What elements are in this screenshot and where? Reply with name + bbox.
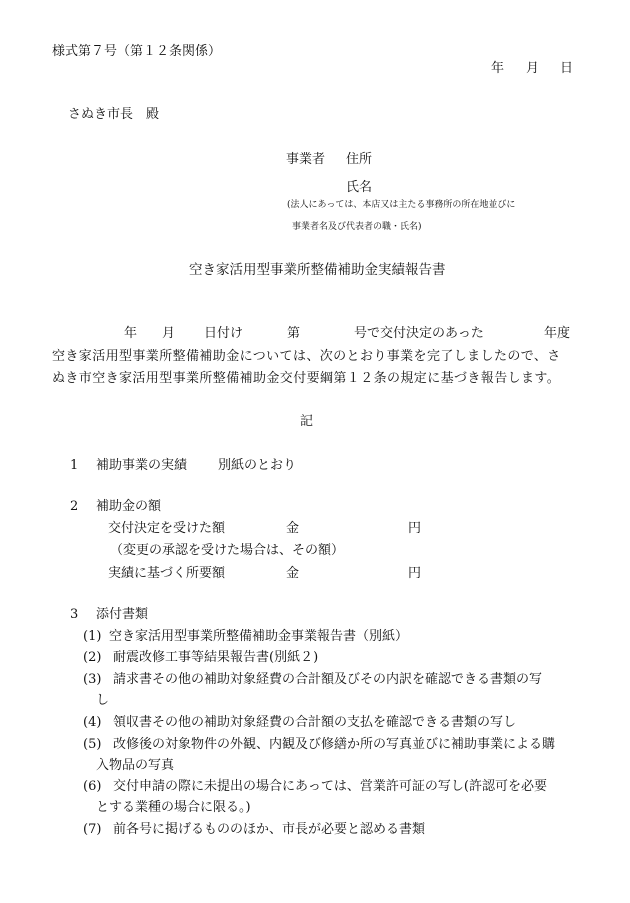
form-number: 様式第７号（第１２条関係） bbox=[52, 44, 222, 59]
date-day: 日 bbox=[560, 61, 574, 76]
intro-month: 月 bbox=[162, 326, 176, 341]
section2-row1-label: 交付決定を受けた額 bbox=[108, 521, 226, 536]
section2-note: （変更の承認を受けた場合は、その額） bbox=[110, 543, 345, 558]
section2-row1-yen: 円 bbox=[408, 521, 422, 536]
attachment-item-5-text-cont: 入物品の写真 bbox=[96, 758, 175, 773]
intro-line3: ぬき市空き家活用型事業所整備補助金交付要綱第１２条の規定に基づき報告します。 bbox=[52, 371, 561, 386]
attachment-item-3-text-cont: し bbox=[96, 693, 110, 708]
section2-number: 2 bbox=[70, 499, 79, 514]
applicant-label: 事業者 bbox=[286, 152, 326, 167]
attachment-item-7-text: 前各号に掲げるもののほか、市長が必要と認める書類 bbox=[113, 822, 426, 837]
intro-fiscal-year: 年度 bbox=[544, 326, 571, 341]
intro-issued: 号で交付決定のあった bbox=[354, 326, 484, 341]
attachment-item-2-num: (2) bbox=[83, 650, 102, 665]
intro-year: 年 bbox=[124, 326, 138, 341]
ki-heading: 記 bbox=[300, 414, 314, 429]
section1-number: 1 bbox=[70, 458, 79, 473]
address-label: 住所 bbox=[346, 152, 373, 167]
attachment-item-6-num: (6) bbox=[83, 779, 102, 794]
attachment-item-6-text-cont: とする業種の場合に限る。) bbox=[96, 800, 251, 815]
attachment-item-3-text: 請求書その他の補助対象経費の合計額及びその内訳を確認できる書類の写 bbox=[113, 672, 543, 687]
intro-line2: 空き家活用型事業所整備補助金については、次のとおり事業を完了しましたので、さ bbox=[52, 349, 561, 364]
section2-row1-kin: 金 bbox=[286, 521, 300, 536]
section2-row2-kin: 金 bbox=[286, 566, 300, 581]
intro-dai: 第 bbox=[287, 326, 301, 341]
addressee: さぬき市長 殿 bbox=[68, 107, 160, 122]
attachment-item-5-text: 改修後の対象物件の外観、内観及び修繕か所の写真並びに補助事業による購 bbox=[113, 737, 556, 752]
applicant-note-line1: (法人にあっては、本店又は主たる事務所の所在地並びに bbox=[287, 200, 516, 210]
attachment-item-2-text: 耐震改修工事等結果報告書(別紙２) bbox=[113, 650, 319, 665]
section2-row2-yen: 円 bbox=[408, 566, 422, 581]
attachment-item-6-text: 交付申請の際に未提出の場合にあっては、営業許可証の写し(許認可を必要 bbox=[113, 779, 547, 794]
section3-number: 3 bbox=[70, 607, 79, 622]
intro-dated: 日付け bbox=[204, 326, 244, 341]
attachment-item-1-text: 空き家活用型事業所整備補助金事業報告書（別紙） bbox=[109, 629, 409, 644]
date-month: 月 bbox=[526, 61, 540, 76]
section2-row2-label: 実績に基づく所要額 bbox=[108, 566, 226, 581]
section3-label: 添付書類 bbox=[96, 607, 149, 622]
date-year: 年 bbox=[491, 61, 505, 76]
name-label: 氏名 bbox=[346, 180, 373, 195]
attachment-item-1-num: (1) bbox=[83, 629, 102, 644]
attachment-item-3-num: (3) bbox=[83, 672, 102, 687]
section1-label: 補助事業の実績 bbox=[96, 458, 188, 473]
section2-label: 補助金の額 bbox=[96, 499, 162, 514]
attachment-item-4-text: 領収書その他の補助対象経費の合計額の支払を確認できる書類の写し bbox=[113, 715, 517, 730]
attachment-item-4-num: (4) bbox=[83, 715, 102, 730]
document-title: 空き家活用型事業所整備補助金実績報告書 bbox=[189, 262, 446, 278]
attachment-item-7-num: (7) bbox=[83, 822, 102, 837]
attachment-item-5-num: (5) bbox=[83, 737, 102, 752]
section1-value: 別紙のとおり bbox=[218, 458, 297, 473]
applicant-note-line2: 事業者名及び代表者の職・氏名) bbox=[292, 222, 422, 232]
